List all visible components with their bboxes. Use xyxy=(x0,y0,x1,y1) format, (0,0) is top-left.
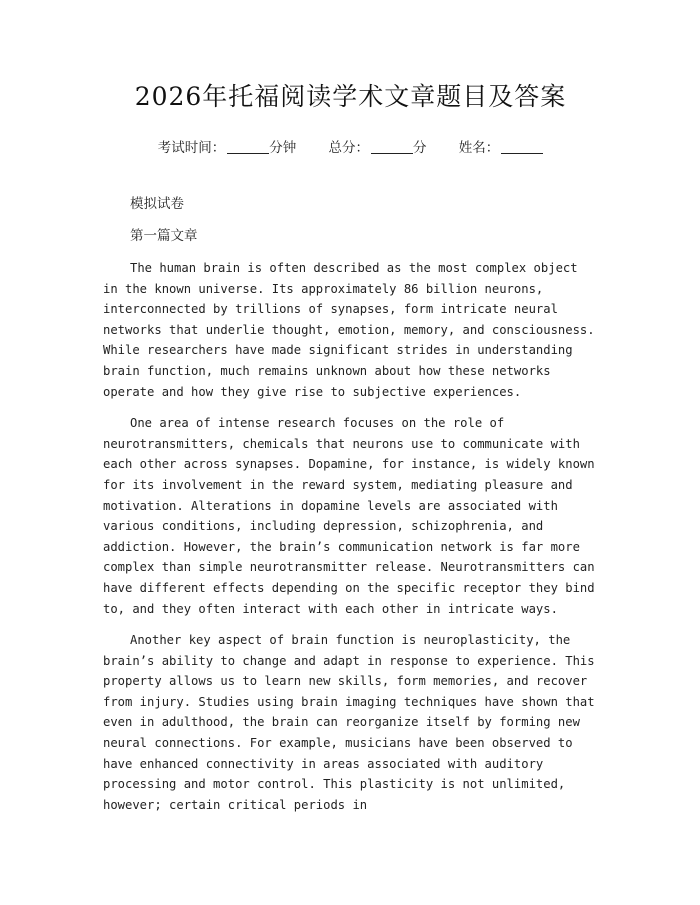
section-label: 模拟试卷 xyxy=(130,196,184,212)
exam-time-blank xyxy=(227,139,269,154)
total-score-label: 总分： xyxy=(328,140,369,156)
total-score-blank xyxy=(371,139,413,154)
article-label: 第一篇文章 xyxy=(130,228,198,244)
student-name-label: 姓名： xyxy=(458,140,500,156)
exam-info-line xyxy=(103,138,598,158)
exam-time-field xyxy=(158,138,297,158)
total-score-field xyxy=(329,138,427,158)
exam-time-unit: 分钟 xyxy=(269,140,297,156)
paragraph-3: Another key aspect of brain function is neuroplasticity, the brain’s ability to change and adapt in response to experience. This property allows us to learn new skills, form memories, and recover from injury. Studies using brain imaging techniques have shown that even in adulthood, the brain can reorganize itself by forming new neural connections. For example, musicians have been observed to have enhanced connectivity in areas associated with auditory processing and motor control. This plasticity is not unlimited, however; certain critical periods in xyxy=(103,633,595,812)
exam-time-label: 考试时间： xyxy=(157,140,226,156)
student-name-blank xyxy=(501,139,543,154)
student-name-field xyxy=(459,138,544,158)
total-score-unit: 分 xyxy=(413,140,427,156)
paragraph-2: One area of intense research focuses on the role of neurotransmitters, chemicals that neurons use to communicate with each other across synapses. Dopamine, for instance, is widely known for its involvement in the reward system, mediating pleasure and motivation. Alterations in dopamine levels are associated with various conditions, including depression, schizophrenia, and addiction. However, the brain’s communication network is far more complex than simple neurotransmitter release. Neurotransmitters can have different effects depending on the specific receptor they bind to, and they often interact with each other in intricate ways. xyxy=(103,416,595,616)
paragraph-1: The human brain is often described as the most complex object in the known universe. Its approximately 86 billion neurons, interconnected by trillions of synapses, form intricate neural networks that underlie thought, emotion, memory, and consciousness. While researchers have made significant strides in understanding brain function, much remains unknown about how these networks operate and how they give rise to subjective experiences. xyxy=(103,261,595,399)
page-title: 2026年托福阅读学术文章题目及答案 xyxy=(134,82,567,111)
